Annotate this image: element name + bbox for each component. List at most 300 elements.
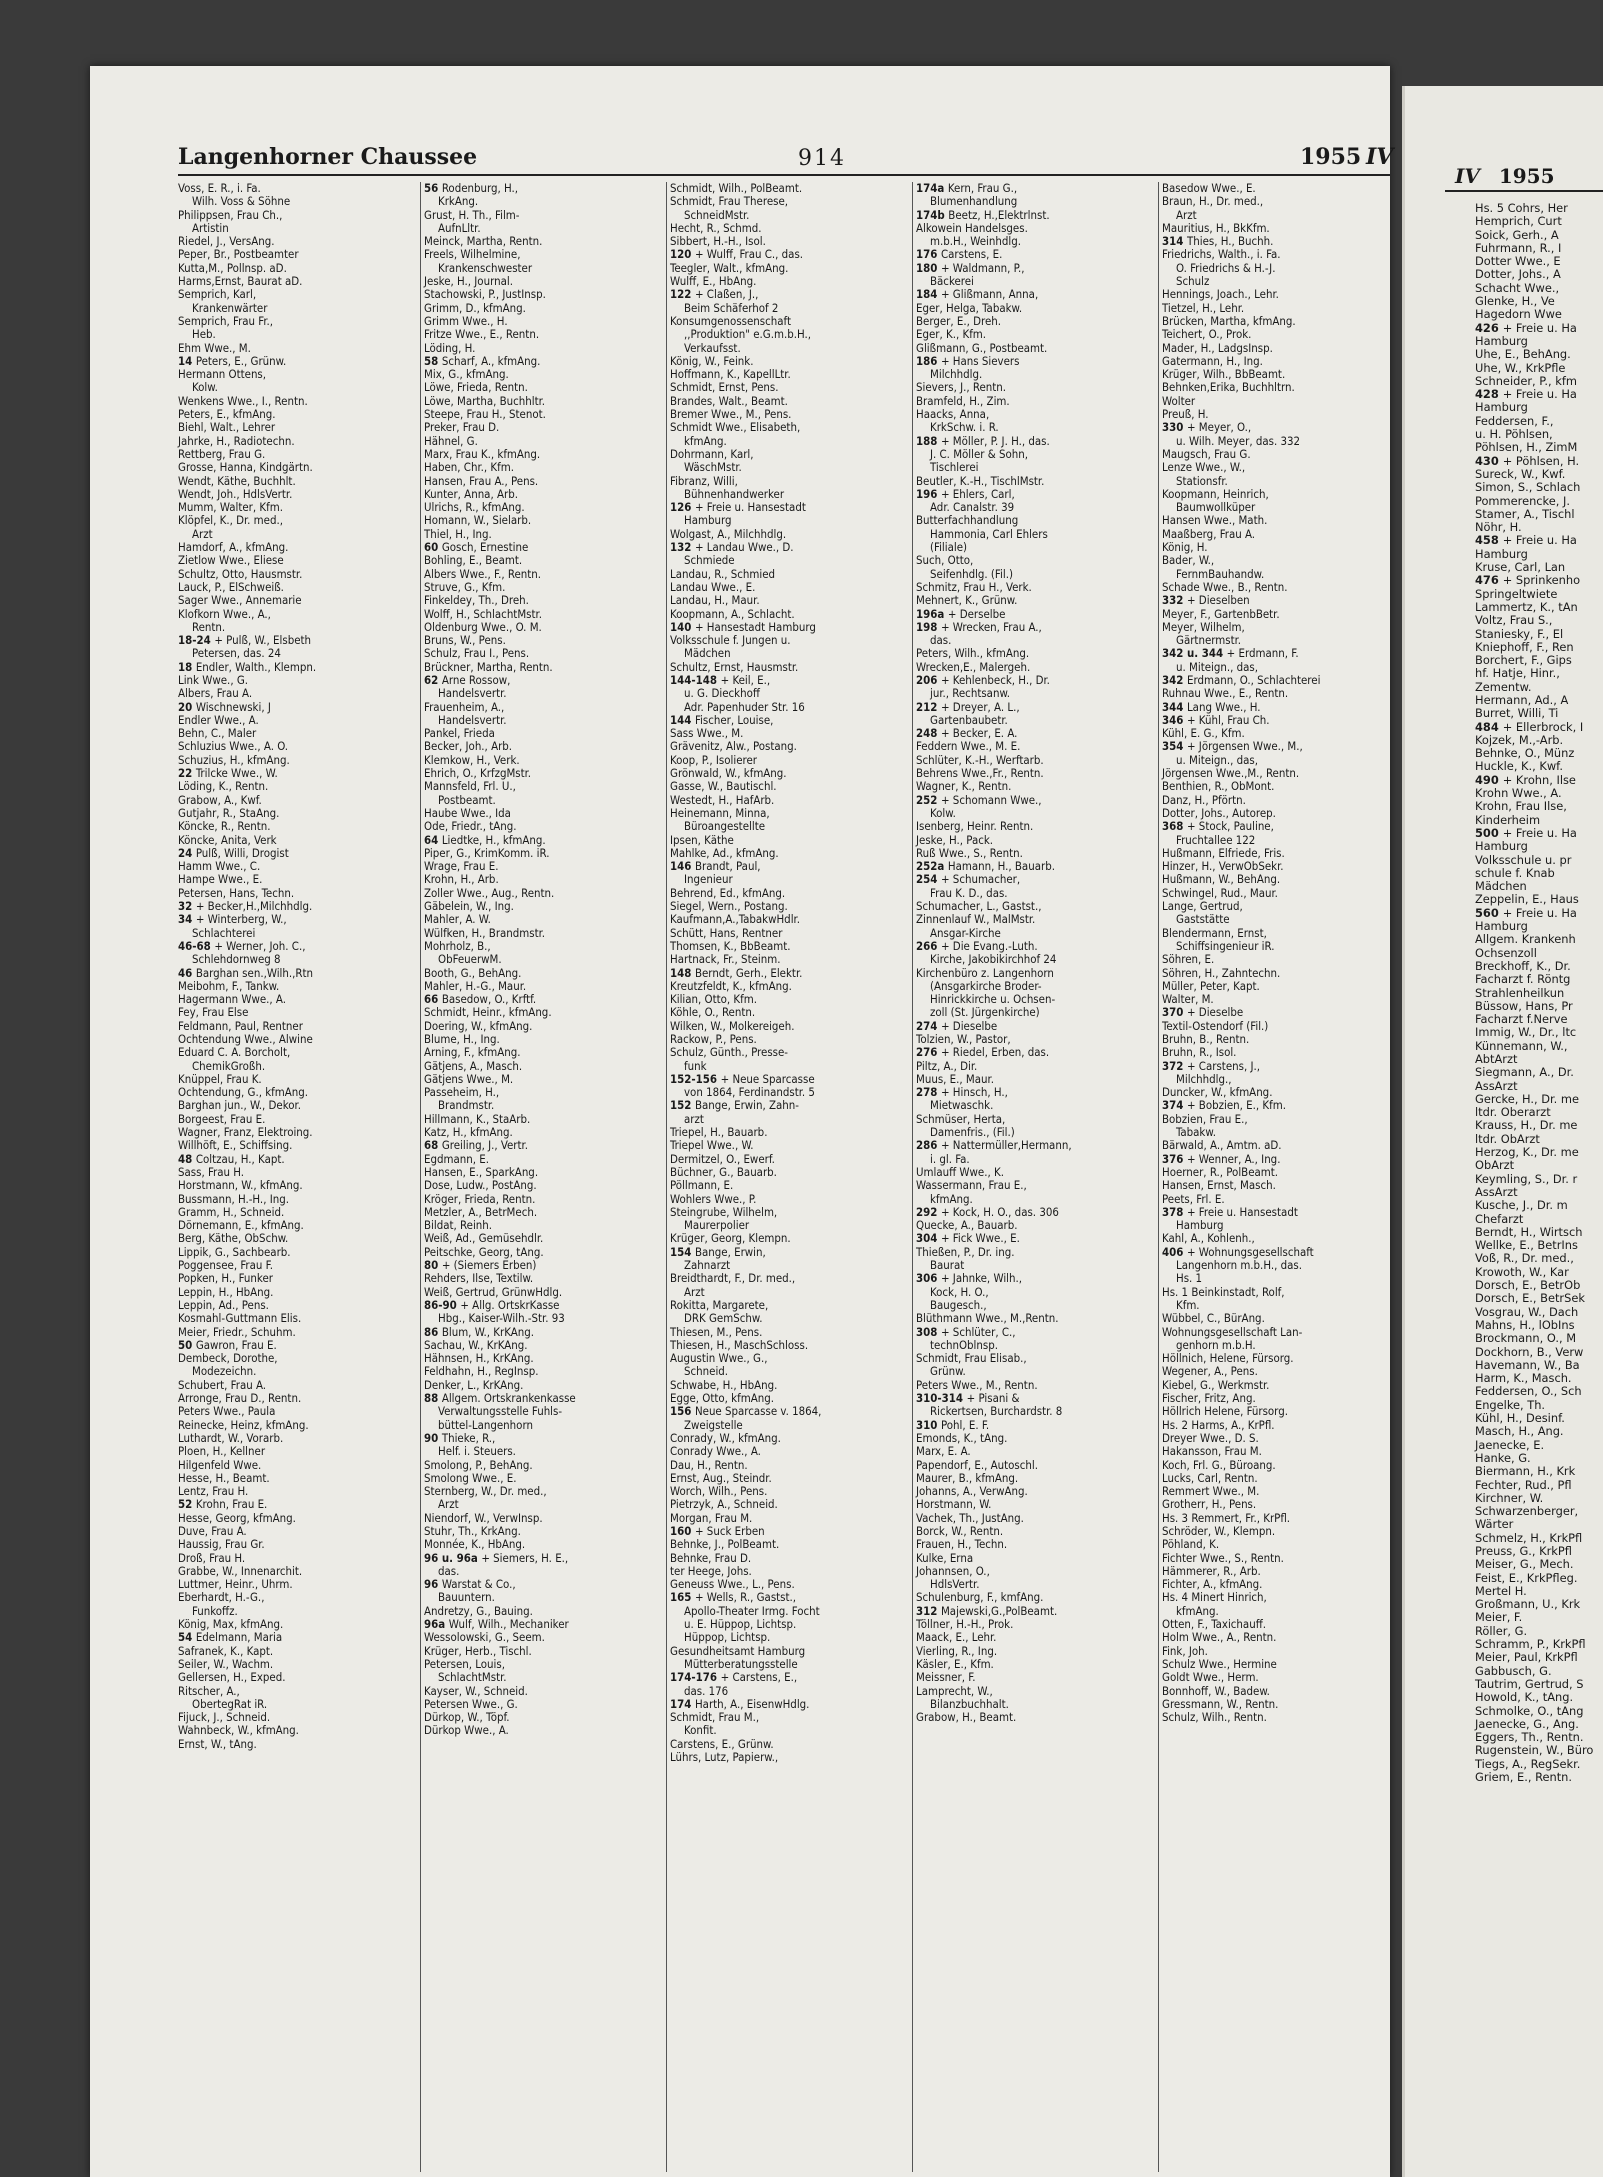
directory-entry: zoll (St. Jürgenkirche) [930,1005,1040,1020]
directory-entry: Dotter, Johs., A [1475,267,1561,282]
directory-entry: Uhe, W., KrkPfle [1475,360,1566,375]
directory-entry: Mohrholz, B., [424,938,491,953]
directory-entry: Petersen, das. 24 [192,646,281,661]
directory-entry: Gärtnermstr. [1176,633,1242,648]
directory-entry: Konsumgenossenschaft [670,313,791,328]
directory-entry: Pöllmann, E. [670,1178,734,1193]
directory-entry: Geneuss Wwe., L., Pens. [670,1577,795,1592]
directory-entry: Hinrickkirche u. Ochsen- [930,992,1056,1007]
directory-entry: Wagner, Franz, Elektroing. [178,1125,313,1140]
directory-entry: Schade Wwe., B., Rentn. [1162,579,1288,594]
directory-entry: das. [438,1563,460,1578]
directory-entry: SchneidMstr. [684,207,750,222]
directory-entry: Leppin, Ad., Pens. [178,1297,269,1312]
directory-entry: Eduard C. A. Borcholt, [178,1045,291,1060]
directory-entry: Textil-Ostendorf (Fil.) [1162,1018,1269,1033]
directory-entry: Hamburg [1176,1218,1224,1233]
directory-entry: Mietwaschk. [930,1098,994,1113]
directory-entry: Krohn, Frau Ilse, [1475,799,1567,814]
directory-entry: Bärwald, A., Amtm. aD. [1162,1138,1282,1153]
directory-entry: Frauenheim, A., [424,699,505,714]
directory-entry: Sass, Frau H. [178,1164,245,1179]
directory-entry: Gramm, H., Schneid. [178,1204,285,1219]
directory-entry: Beutler, K.-H., TischlMstr. [916,473,1045,488]
directory-entry: Westedt, H., HafArb. [670,792,775,807]
header-rule [178,174,1390,176]
directory-entry: Krankenwärter [192,300,268,315]
directory-entry: Müller, Peter, Kapt. [1162,978,1260,993]
directory-entry: Luthardt, W., Vorarb. [178,1430,284,1445]
directory-entry: Heinemann, Minna, [670,805,770,820]
directory-entry: Maurer, B., kfmAng. [916,1470,1019,1485]
directory-entry: Bramfeld, H., Zim. [916,393,1010,408]
directory-entry: Blume, H., Ing. [424,1032,500,1046]
directory-entry: Eggers, Th., Rentn. [1475,1730,1584,1745]
directory-entry: 180 + Waldmann, P., [916,260,1025,275]
directory-entry: Harm, K., Masch. [1475,1371,1572,1386]
directory-entry: 88 Allgem. Ortskrankenkasse [424,1391,576,1406]
directory-entry: Kfm. [1176,1297,1200,1312]
directory-entry: Ruhnau Wwe., E., Rentn. [1162,686,1289,701]
directory-entry: Freels, Wilhelmine, [424,247,521,262]
directory-entry: Klemkow, H., Verk. [424,752,520,767]
directory-entry: Thiesen, H., MaschSchloss. [670,1337,809,1352]
directory-entry: Feldmann, Paul, Rentner [178,1018,303,1033]
street-title: Langenhorner Chaussee [178,144,478,170]
directory-entry: 126 + Freie u. Hansestadt [670,500,806,515]
directory-entry: Nöhr, H. [1475,520,1522,535]
directory-entry: 286 + Nattermüller,Hermann, [916,1138,1072,1153]
directory-entry: Schneid. [684,1364,729,1379]
directory-entry: 274 + Dieselbe [916,1018,998,1033]
directory-entry: Stationsfr. [1176,473,1228,488]
directory-entry: Rugenstein, W., Büro [1475,1743,1594,1758]
directory-entry: Eger, K., Kfm. [916,327,987,342]
directory-entry: Baurat [930,1258,965,1273]
directory-entry: Ochsenzoll [1475,945,1537,960]
directory-entry: Wellke, E., BetrIns [1475,1238,1578,1253]
directory-entry: Hilgenfeld Wwe. [178,1457,262,1472]
directory-entry: Grimm Wwe., H. [424,313,508,328]
directory-entry: m.b.H., Weinhdlg. [930,234,1021,249]
directory-entry: Oldenburg Wwe., O. M. [424,619,542,634]
right-volume-label: IV [1455,164,1480,188]
directory-entry: 500 + Freie u. Ha [1475,825,1577,840]
directory-entry: Koch, Frl. G., Büroang. [1162,1457,1276,1472]
directory-entry: Schacht Wwe., [1475,280,1560,295]
directory-entry: Masch, H., Ang. [1475,1424,1564,1439]
directory-entry: Voß, R., Dr. med., [1475,1251,1574,1266]
directory-entry: Hähnel, G. [424,433,478,448]
directory-entry: 174a Kern, Frau G., [916,181,1018,195]
column-divider [666,182,667,2172]
column-divider [912,182,913,2172]
directory-entry: Thomsen, K., BbBeamt. [670,938,791,953]
directory-entry: 174 Harth, A., EisenwHdlg. [670,1696,810,1711]
directory-entry: Fink, Joh. [1162,1643,1208,1658]
directory-entry: 212 + Dreyer, A. L., [916,699,1020,714]
directory-entry: Butterfachhandlung [916,513,1019,528]
directory-entry: Metzler, A., BetrMech. [424,1204,538,1219]
directory-entry: 312 Majewski,G.,PolBeamt. [916,1603,1058,1618]
directory-entry: Siegmann, A., Dr. [1475,1065,1574,1080]
directory-entry: Droß, Frau H. [178,1550,246,1565]
directory-entry: Schmiede [684,553,735,568]
directory-entry: Jeske, H., Journal. [424,274,513,289]
directory-entry: Sureck, W., Kwf. [1475,466,1566,481]
directory-entry: 34 + Winterberg, W., [178,912,287,927]
directory-entry: Fuhrmann, R., I [1475,240,1562,255]
directory-entry: Engelke, Th. [1475,1397,1546,1412]
directory-entry: Grävenitz, Alw., Postang. [670,739,797,754]
directory-entry: Hermann, Ad., A [1475,692,1569,707]
directory-entry: Landau, R., Schmied [670,566,776,581]
directory-entry: Weiß, Ad., Gemüsehdlr. [424,1231,544,1246]
directory-entry: Arzt [684,1284,705,1299]
directory-entry: Hemprich, Curt [1475,214,1562,229]
directory-column-4 [916,182,1152,2172]
directory-entry: Semprich, Karl, [178,287,257,302]
directory-entry: Arning, F., kfmAng. [424,1045,521,1060]
directory-entry: Facharzt f.Nerve [1475,1012,1568,1027]
directory-entry: Mahler, A. W. [424,912,491,927]
directory-entry: Meyer, F., GartenbBetr. [1162,606,1280,621]
directory-entry: Horstmann, W., kfmAng. [178,1178,303,1193]
directory-entry: Wärter [1475,1517,1514,1532]
directory-entry: Hartnack, Fr., Steinm. [670,952,781,967]
directory-entry: Petersen Wwe., G. [424,1696,518,1711]
directory-entry: 144 Fischer, Louise, [670,712,774,727]
directory-entry: Tietzel, H., Lehr. [1162,300,1245,315]
directory-entry: Baugesch., [930,1297,987,1312]
directory-entry: Schmidt, Heinr., kfmAng. [424,1005,552,1020]
directory-entry: Hansen, Frau A., Pens. [424,473,539,488]
right-page-header [1455,164,1555,188]
directory-entry: Maaßberg, Frau A. [1162,526,1256,541]
directory-entry: Ulrichs, R., kfmAng. [424,500,525,515]
directory-entry: KrkSchw. i. R. [930,420,999,435]
directory-entry: Schulz [1176,274,1210,289]
directory-entry: Chefarzt [1475,1211,1524,1226]
directory-entry: Havemann, W., Ba [1475,1357,1580,1372]
directory-entry: Zweigstelle [684,1417,743,1432]
directory-entry: Mumm, Walter, Kfm. [178,500,283,515]
directory-entry: Mader, H., LadgsInsp. [1162,340,1273,355]
directory-entry: Kinderheim [1475,812,1541,827]
directory-entry: 368 + Stock, Pauline, [1162,819,1274,834]
directory-entry: Schmelz, H., KrkPfl [1475,1530,1583,1545]
directory-entry: Lentz, Frau H. [178,1484,249,1499]
page-number: 914 [798,146,846,171]
directory-entry: Kilian, Otto, Kfm. [670,992,757,1007]
directory-entry: 428 + Freie u. Ha [1475,387,1577,402]
directory-entry: Lange, Gertrud, [1162,899,1243,914]
directory-entry: Grönwald, W., kfmAng. [670,766,787,781]
directory-entry: 96 u. 96a + Siemers, H. E., [424,1550,569,1565]
directory-entry: Uhe, E., BehAng. [1475,347,1571,362]
directory-entry: 140 + Hansestadt Hamburg [670,619,816,634]
directory-entry: Hamburg [1475,546,1528,561]
directory-entry: Schmidt, Frau Elisab., [916,1351,1027,1366]
directory-entry: Blendermann, Ernst, [1162,925,1267,940]
directory-entry: Soick, Gerh., A [1475,227,1559,242]
directory-entry: Johannsen, O., [916,1563,990,1578]
directory-entry: Immig, W., Dr., ltc [1475,1025,1577,1040]
directory-entry: Hakansson, Frau M. [1162,1444,1262,1459]
directory-entry: Hs. 4 Minert Hinrich, [1162,1590,1267,1605]
directory-entry: Dotter Wwe., E [1475,254,1561,269]
directory-entry: Triepel Wwe., W. [670,1138,754,1153]
directory-entry: 176 Carstens, E. [916,247,1003,262]
directory-entry: Hüppop, Lichtsp. [684,1630,771,1645]
directory-entry: Gartenbaubetr. [930,712,1008,727]
directory-entry: Schlehdornweg 8 [192,952,281,967]
directory-entry: Vachek, Th., JustAng. [916,1510,1024,1525]
directory-entry: Schubert, Frau A. [178,1377,267,1392]
directory-entry: Schmidt Wwe., Elisabeth, [670,420,801,435]
directory-entry: KrkAng. [438,194,479,209]
directory-entry: Andretzy, G., Bauing. [424,1603,533,1618]
directory-entry: Borchert, F., Gips [1475,653,1572,668]
directory-entry: Sternberg, W., Dr. med., [424,1484,547,1499]
directory-entry: Danz, H., Pförtn. [1162,792,1246,807]
directory-entry: Feddersen, O., Sch [1475,1384,1582,1399]
directory-entry: Piltz, A., Dir. [916,1058,978,1073]
directory-entry: Adr. Canalstr. 39 [930,500,1015,515]
directory-entry: Passeheim, H., [424,1085,500,1100]
directory-entry: Fritze Wwe., E., Rentn. [424,327,540,342]
directory-entry: Krowoth, W., Kar [1475,1264,1569,1279]
directory-entry: Schultz, Otto, Hausmstr. [178,566,303,581]
directory-entry: Mahns, H., lObIns [1475,1317,1575,1332]
directory-entry: Lauck, P., ElSchweiß. [178,579,284,594]
directory-entry: 490 + Krohn, Ilse [1475,772,1576,787]
directory-entry: Zietlow Wwe., Eliese [178,553,284,568]
directory-entry: 314 Thies, H., Buchh. [1162,234,1274,249]
directory-entry: Kayser, W., Schneid. [424,1683,528,1698]
directory-entry: König, H. [1162,540,1208,555]
directory-entry: Duncker, W., kfmAng. [1162,1085,1273,1100]
directory-entry: Homann, W., Sielarb. [424,513,532,528]
directory-entry: Bonnhoff, W., Badew. [1162,1683,1270,1698]
directory-entry: Hampe Wwe., E. [178,872,263,887]
directory-entry: Voltz, Frau S., [1475,613,1553,628]
directory-entry: Büssow, Hans, Pr [1475,998,1573,1013]
directory-entry: Semprich, Frau Fr., [178,313,274,328]
directory-entry: Meinck, Martha, Rentn. [424,234,543,249]
directory-entry: Gätjens, A., Masch. [424,1058,523,1073]
directory-entry: Fibranz, Willi, [670,473,738,488]
directory-entry: Hs. 1 [1176,1271,1203,1286]
directory-entry: Krüger, Herb., Tischl. [424,1643,532,1658]
directory-entry: Wulff, E., HbAng. [670,274,757,289]
directory-entry: Hamburg [1475,400,1528,415]
directory-entry: Grünw. [930,1364,966,1379]
directory-entry: Brückner, Martha, Rentn. [424,659,553,674]
directory-entry: Haube Wwe., Ida [424,805,511,820]
directory-entry: 310 Pohl, E. F. [916,1417,990,1432]
directory-entry: Petersen, Hans, Techn. [178,885,295,900]
directory-entry: Kühl, H., Desinf. [1475,1411,1565,1426]
directory-entry: DRK GemSchw. [684,1311,763,1326]
directory-entry: Fischer, Fritz, Ang. [1162,1391,1256,1406]
directory-entry: Röller, G. [1475,1623,1528,1638]
directory-entry: Philippsen, Frau Ch., [178,207,283,222]
directory-entry: Verkaufsst. [684,340,741,355]
directory-entry: Dohrmann, Karl, [670,446,754,461]
directory-entry: Sievers, J., Rentn. [916,380,1007,395]
directory-entry: Milchhdlg., [1176,1071,1232,1086]
directory-entry: Bohling, E., Beamt. [424,553,523,568]
directory-entry: Funkoffz. [192,1603,238,1618]
directory-entry: Ploen, H., Kellner [178,1444,266,1459]
directory-entry: Katz, H., kfmAng. [424,1125,513,1140]
directory-entry: Lührs, Lutz, Papierw., [670,1750,779,1765]
directory-entry: Ansgar-Kirche [930,925,1001,940]
directory-entry: Safranek, K., Kapt. [178,1643,274,1658]
directory-entry: Kirchner, W. [1475,1490,1544,1505]
directory-entry: Luttmer, Heinr., Uhrm. [178,1577,293,1592]
directory-entry: AbtArzt [1475,1052,1518,1066]
directory-entry: Bruns, W., Pens. [424,633,506,648]
directory-entry: Feddern Wwe., M. E. [916,739,1021,754]
directory-entry: 18 Endler, Walth., Klempn. [178,659,317,674]
directory-entry: Hamm Wwe., C. [178,859,261,874]
directory-entry: Schmüser, Herta, [916,1111,1006,1126]
directory-entry: Dermitzel, O., Ewerf. [670,1151,775,1166]
directory-entry: 374 + Bobzien, E., Kfm. [1162,1098,1286,1113]
directory-entry: Fijuck, J., Schneid. [178,1710,271,1725]
directory-entry: Dembeck, Dorothe, [178,1351,278,1366]
directory-entry: 64 Liedtke, H., kfmAng. [424,832,546,847]
directory-entry: Brandes, Walt., Beamt. [670,393,788,408]
directory-entry: Fruchtallee 122 [1176,832,1256,847]
directory-entry: Langenhorn m.b.H., das. [1176,1258,1302,1273]
directory-entry: Thiesen, M., Pens. [670,1324,763,1339]
directory-entry: 148 Berndt, Gerh., Elektr. [670,965,803,980]
directory-entry: Gätjens Wwe., M. [424,1071,514,1086]
directory-entry: kfmAng. [1176,1603,1219,1618]
directory-entry: Pietrzyk, A., Schneid. [670,1497,778,1512]
directory-entry: hf. Hatje, Hinr., [1475,666,1560,681]
directory-entry: schule f. Knab [1475,865,1555,880]
directory-entry: 24 Pulß, Willi, Drogist [178,845,289,860]
directory-entry: 560 + Freie u. Ha [1475,905,1577,920]
directory-entry: Simon, S., Schlach [1475,480,1581,495]
directory-entry: Meyer, Wilhelm, [1162,619,1245,634]
directory-entry: 186 + Hans Sievers [916,353,1020,368]
directory-entry: Konfit. [684,1723,717,1738]
directory-entry: Hinzer, H., VerwObSekr. [1162,859,1284,874]
directory-entry: 90 Thieke, R., [424,1430,496,1445]
directory-entry: Bauuntern. [438,1590,495,1605]
directory-entry: 14 Peters, E., Grünw. [178,353,287,368]
directory-entry: Gellersen, H., Exped. [178,1670,286,1685]
directory-entry: (Filiale) [930,540,968,555]
directory-entry: Peters Wwe., Paula [178,1404,276,1419]
directory-entry: Kniephoff, F., Ren [1475,639,1574,654]
directory-entry: Glenke, H., Ve [1475,294,1555,309]
directory-page-left [90,66,1394,2177]
directory-entry: 342 u. 344 + Erdmann, F. [1162,646,1299,661]
directory-entry: 165 + Wells, R., Gastst., [670,1590,797,1605]
directory-entry: Jörgensen Wwe.,M., Rentn. [1162,766,1300,781]
directory-entry: Arzt [192,526,213,541]
directory-entry: Wendt, Käthe, Buchhlt. [178,473,296,488]
directory-entry: Steepe, Frau H., Stenot. [424,407,546,422]
directory-entry: Arzt [1176,207,1197,222]
column-divider [1158,182,1159,2172]
directory-entry: u. Miteign., das, [1176,752,1259,767]
directory-entry: Popken, H., Funker [178,1271,273,1286]
directory-entry: Pommerencke, J. [1475,493,1570,508]
directory-entry: Lippik, G., Sachbearb. [178,1244,291,1259]
directory-entry: Gaststätte [1176,912,1230,927]
directory-entry: HdlsVertr. [930,1577,980,1592]
directory-entry: Blüthmann Wwe., M.,Rentn. [916,1311,1059,1326]
directory-entry: 46 Barghan sen.,Wilh.,Rtn [178,965,314,980]
right-year-label: 1955 [1498,164,1555,188]
directory-entry: 198 + Wrecken, Frau A., [916,619,1042,634]
directory-entry: ltdr. ObArzt [1475,1131,1540,1146]
directory-entry: Hermann Ottens, [178,367,267,382]
directory-entry: Schlüter, K.-H., Werftarb. [916,752,1044,767]
directory-entry: Brockmann, O., M [1475,1331,1577,1346]
directory-entry: Arronge, Frau D., Rentn. [178,1391,302,1406]
directory-entry: Pöhlsen, H., ZimM [1475,440,1578,455]
directory-entry: Kröger, Frieda, Rentn. [424,1191,536,1206]
directory-entry: Dockhorn, B., Verw [1475,1344,1584,1359]
directory-columns [178,182,1398,2172]
directory-entry: Egge, Otto, kfmAng. [670,1391,774,1406]
directory-entry: Hamburg [1475,919,1528,934]
directory-entry: Ruß Wwe., S., Rentn. [916,845,1023,860]
directory-entry: Hansen Wwe., Math. [1162,513,1268,528]
directory-entry: Weiß, Gertrud, GrünwHdlg. [424,1284,563,1299]
directory-entry: Conrady Wwe., A. [670,1444,761,1459]
directory-entry: 330 + Meyer, O., [1162,420,1252,435]
directory-entry: Wilken, W., Molkereigeh. [670,1018,795,1033]
directory-entry: Grust, H. Th., Film- [424,207,520,222]
directory-entry: Arzt [438,1497,459,1512]
directory-entry: Behnke, J., PolBeamt. [670,1537,780,1552]
directory-entry: FernmBauhandw. [1176,566,1265,581]
directory-entry: Gatermann, H., Ing. [1162,353,1263,368]
directory-entry: Ode, Friedr., tAng. [424,819,517,834]
directory-entry: Seifenhdlg. (Fil.) [930,566,1013,581]
directory-entry: 46-68 + Werner, Joh. C., [178,938,306,953]
directory-entry: Schwingel, Rud., Maur. [1162,885,1278,900]
directory-entry: Wahnbeck, W., kfmAng. [178,1723,299,1738]
directory-entry: Löding, H. [424,340,476,355]
directory-entry: Jaenecke, E. [1475,1437,1545,1452]
directory-entry: Eberhardt, H.-G., [178,1590,265,1605]
directory-entry: Borgeest, Frau E. [178,1111,266,1126]
directory-entry: Schmidt, Frau M., [670,1710,760,1725]
directory-entry: Dürkop Wwe., A. [424,1723,509,1738]
directory-entry: Pöhland, K. [1162,1537,1220,1552]
directory-entry: Siegel, Wern., Postang. [670,899,788,914]
directory-entry: Helf. i. Steuers. [438,1444,516,1459]
directory-entry: Wolff, H., SchlachtMstr. [424,606,542,621]
directory-entry: Köhle, O., Rentn. [670,1005,756,1020]
volume-label: IV [1366,144,1394,170]
directory-entry: Fey, Frau Else [178,1005,249,1020]
directory-entry: Gesundheitsamt Hamburg [670,1643,806,1658]
directory-entry: Kreutzfeldt, K., kfmAng. [670,978,792,993]
directory-entry: i. gl. Fa. [930,1151,970,1166]
directory-entry: Zinnenlauf W., MalMstr. [916,912,1036,927]
